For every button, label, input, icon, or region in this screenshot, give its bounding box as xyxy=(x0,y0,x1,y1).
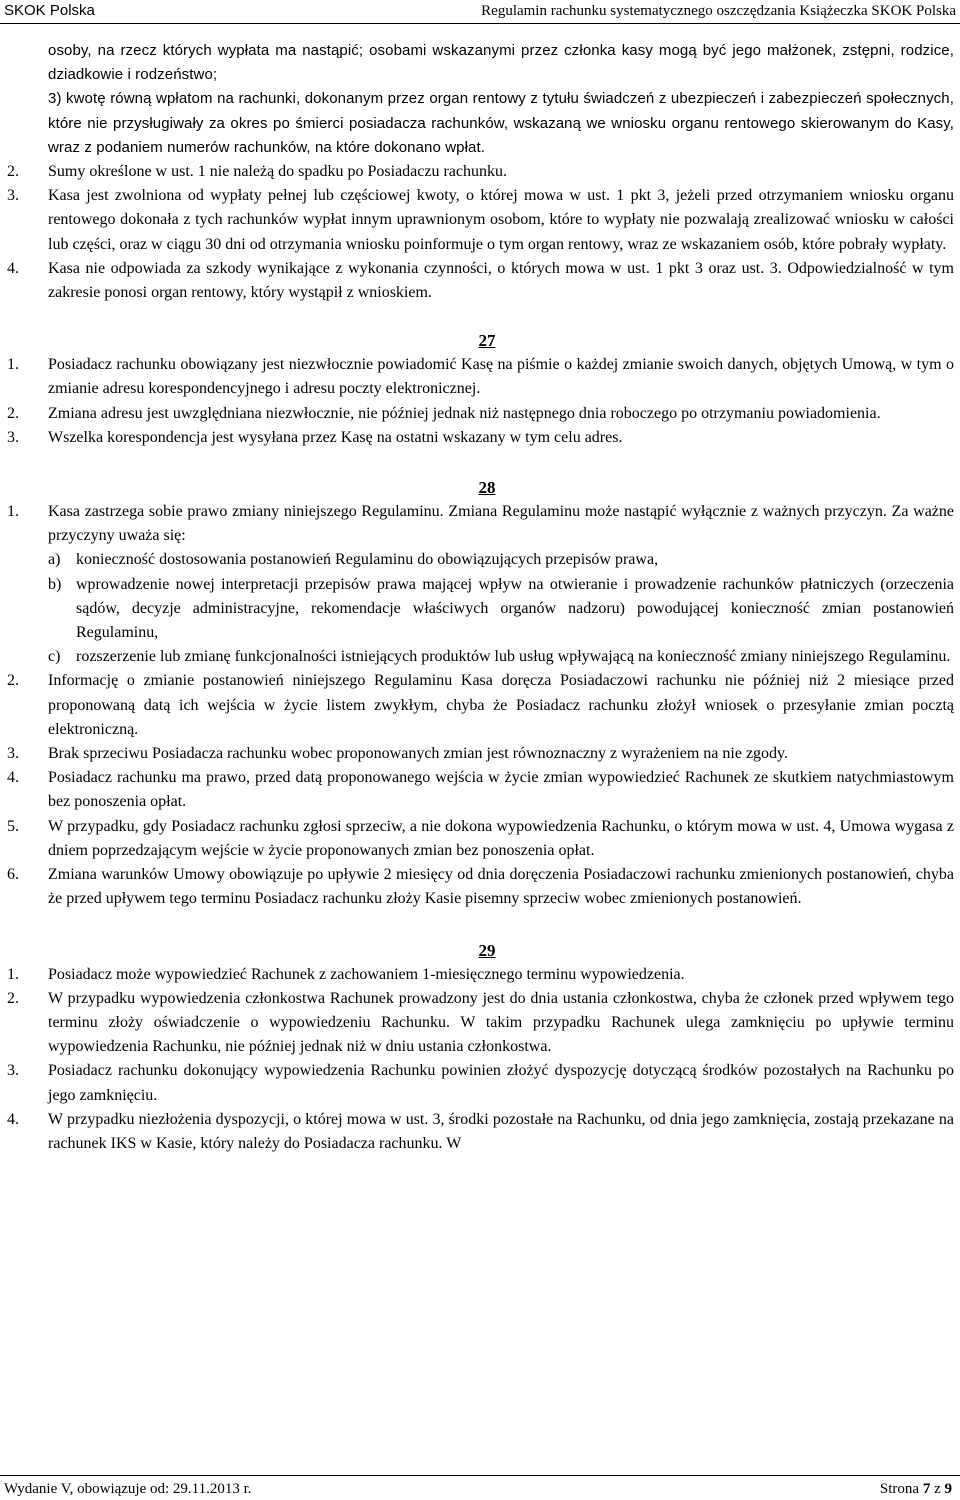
sec26-item-4 xyxy=(0,257,960,305)
item-number: 3. xyxy=(7,745,19,763)
sec28-item-4 xyxy=(0,766,960,814)
sec28-item-6 xyxy=(0,863,960,911)
item-number: 1. xyxy=(7,965,19,983)
item-text: Brak sprzeciwu Posiadacza rachunku wobec proponowanych zmian jest równoznaczny z wyrażeniem na nie zgody. xyxy=(48,745,789,763)
footer-current-page: 7 xyxy=(922,1481,931,1497)
subitem-letter: b) xyxy=(48,575,62,593)
item-text: Informację o zmianie postanowień niniejszego Regulaminu Kasa doręcza Posiadaczowi rachunku nie później niż 2 miesiące przed proponowaną datą ich wejścia w życie listem zwykłym, chyba że Posiadacz rachunku złożył wniosek o przesyłanie zmian pocztą elektroniczną. xyxy=(48,672,954,738)
item-number: 6. xyxy=(7,866,19,884)
section-number: 27 xyxy=(478,331,496,351)
footer-page-label: Strona xyxy=(879,1481,920,1497)
page-header xyxy=(0,0,960,24)
item-number: 1. xyxy=(7,503,19,521)
item-number: 2. xyxy=(7,672,19,690)
item-number: 2. xyxy=(7,404,19,422)
item-number: 4. xyxy=(7,259,19,277)
paragraph-continuation: osoby, na rzecz których wypłata ma nastąpić; osobami wskazanymi przez członka kasy mogą być jego małżonek, zstępni, rodzice, dziadkowie i rodzeństwo; xyxy=(48,42,954,84)
item-text: Kasa nie odpowiada za szkody wynikające z wykonania czynności, o których mowa w ust. 1 pkt 3 oraz ust. 3. Odpowiedzialność w tym zakresie ponosi organ rentowy, który wystąpił z wnioskiem. xyxy=(48,259,954,302)
header-document-title: Regulamin rachunku systematycznego oszczędzania Książeczka SKOK Polska xyxy=(481,3,956,19)
item-number: 4. xyxy=(7,769,19,787)
sec28-item-5 xyxy=(0,815,960,863)
section-number: 28 xyxy=(478,478,496,498)
section-heading-29 xyxy=(0,939,960,963)
header-org-name: SKOK Polska xyxy=(4,2,95,19)
subitem-letter: c) xyxy=(48,648,61,666)
sec28-item-2 xyxy=(0,669,960,742)
sec28-item-1 xyxy=(0,500,960,548)
item-text: Posiadacz rachunku ma prawo, przed datą proponowanego wejścia w życie zmian wypowiedzieć Rachunek ze skutkiem natychmiastowym bez ponoszenia opłat. xyxy=(48,769,954,811)
sec29-item-3 xyxy=(0,1059,960,1107)
subitem-text: rozszerzenie lub zmianę funkcjonalności istniejących produktów lub usług wpływającą na konieczność zmiany niniejszego Regulaminu. xyxy=(76,648,951,666)
footer-edition: Wydanie V, obowiązuje od: 29.11.2013 r. xyxy=(4,1481,252,1497)
sec27-item-1 xyxy=(0,353,960,401)
sec27-item-2 xyxy=(0,402,960,426)
sec29-item-4 xyxy=(0,1108,960,1156)
item-text: Zmiana adresu jest uwzględniana niezwłocznie, nie później jednak niż następnego dnia roboczego po otrzymaniu powiadomienia. xyxy=(48,404,881,422)
item-text: Posiadacz może wypowiedzieć Rachunek z zachowaniem 1-miesięcznego terminu wypowiedzenia. xyxy=(48,965,685,983)
item-number: 2. xyxy=(7,989,19,1007)
item-text: Wszelka korespondencja jest wysyłana przez Kasę na ostatni wskazany w tym celu adres. xyxy=(48,428,623,446)
sec28-subitem-b xyxy=(0,573,960,646)
item-text: Kasa jest zwolniona od wypłaty pełnej lub częściowej kwoty, o której mowa w ust. 1 pkt 3, jeżeli przed otrzymaniem wniosku organu rentowego dokonała z tych rachunków wypłat innym uprawnionym osobom, które to wypłaty nie pozwalają zrealizować wniosku w całości lub części, oraz w ciągu 30 dni od otrzymania wniosku poinformuje o tym organ rentowy, wraz ze wskazaniem osób, które pobrały wypłaty. xyxy=(48,187,954,253)
subitem-letter: a) xyxy=(48,551,61,569)
footer-total-pages: 9 xyxy=(944,1481,952,1497)
section-heading-28 xyxy=(0,476,960,500)
item-text: Zmiana warunków Umowy obowiązuje po upływie 2 miesięcy od dnia doręczenia Posiadaczowi rachunku zmienionych postanowień, chyba że przed upływem tego terminu Posiadacz rachunku złoży Kasie pisemny sprzeciw wobec zmienionych postanowień. xyxy=(48,866,954,908)
sec28-subitem-a xyxy=(0,548,960,572)
item-text: Posiadacz rachunku dokonujący wypowiedzenia Rachunku powinien złożyć dyspozycję dotyczącą środków pozostałych na Rachunku po jego zamknięciu. xyxy=(48,1062,954,1104)
footer-page-counter xyxy=(880,1478,952,1500)
footer-of-label: z xyxy=(934,1481,941,1497)
subitem-text: wprowadzenie nowej interpretacji przepisów prawa mającej wpływ na otwieranie i prowadzenie rachunków płatniczych (orzeczenia sądów, decyzje administracyjne, rekomendacje właściwych organów nadzoru) powodującej konieczność zmian postanowień Regulaminu, xyxy=(76,575,954,642)
item-text: Posiadacz rachunku obowiązany jest niezwłocznie powiadomić Kasę na piśmie o każdej zmianie swoich danych, objętych Umową, w tym o zmianie adresu korespondencyjnego i adresu poczty elektronicznej. xyxy=(48,356,954,398)
sec29-item-1 xyxy=(0,963,960,987)
item-number: 3. xyxy=(7,187,19,205)
section-number: 29 xyxy=(478,940,496,960)
section-heading-27 xyxy=(0,329,960,353)
item-number: 3. xyxy=(7,428,19,446)
item-number: 3. xyxy=(7,1062,19,1080)
item-text: W przypadku niezłożenia dyspozycji, o której mowa w ust. 3, środki pozostałe na Rachunku, od dnia jego zamknięcia, zostają przekazane na rachunek IKS w Kasie, który należy do Posiadacza rachunku. W xyxy=(48,1110,954,1152)
item-number: 4. xyxy=(7,1110,19,1128)
sec26-item-3 xyxy=(0,184,960,257)
item-number: 5. xyxy=(7,817,19,835)
sec29-item-2 xyxy=(0,987,960,1060)
item-number: 2. xyxy=(7,163,19,181)
sec27-item-3 xyxy=(0,426,960,450)
item-text: Sumy określone w ust. 1 nie należą do spadku po Posiadaczu rachunku. xyxy=(48,163,508,181)
item-text: Kasa zastrzega sobie prawo zmiany niniejszego Regulaminu. Zmiana Regulaminu może nastąpić wyłącznie z ważnych przyczyn. Za ważne przyczyny uważa się: xyxy=(48,503,954,545)
sec28-item-3 xyxy=(0,742,960,766)
subitem-text: konieczność dostosowania postanowień Regulaminu do obowiązujących przepisów prawa, xyxy=(76,551,659,569)
item-text: W przypadku wypowiedzenia członkostwa Rachunek prowadzony jest do dnia ustania członkostwa, chyba że członek przed wpływem tego terminu złoży oświadczenie o wypowiedzeniu Rachunku. W takim przypadku Rachunek ulega zamknięciu po upływie terminu wypowiedzenia Rachunku, nie później jednak niż w dniu ustania członkostwa. xyxy=(48,989,954,1056)
sec28-subitem-c xyxy=(0,645,960,669)
point-3-kwote: 3) kwotę równą wpłatom na rachunki, dokonanym przez organ rentowy z tytułu świadczeń z ubezpieczeń i zabezpieczeń społecznych, które nie przysługiwały za okres po śmierci posiadacza rachunków, wskazaną we wniosku organu rentowego skierowanym do Kasy, wraz z podaniem numerów rachunków, na które dokonano wpłat. xyxy=(48,90,954,156)
sec26-item-2 xyxy=(0,160,960,184)
page-footer xyxy=(0,1475,960,1500)
document-body xyxy=(0,39,960,1156)
item-text: W przypadku, gdy Posiadacz rachunku zgłosi sprzeciw, a nie dokona wypowiedzenia Rachunku, o którym mowa w ust. 4, Umowa wygasa z dniem poprzedzającym wejście w życie proponowanych zmian bez ponoszenia opłat. xyxy=(48,817,954,859)
item-number: 1. xyxy=(7,356,19,374)
